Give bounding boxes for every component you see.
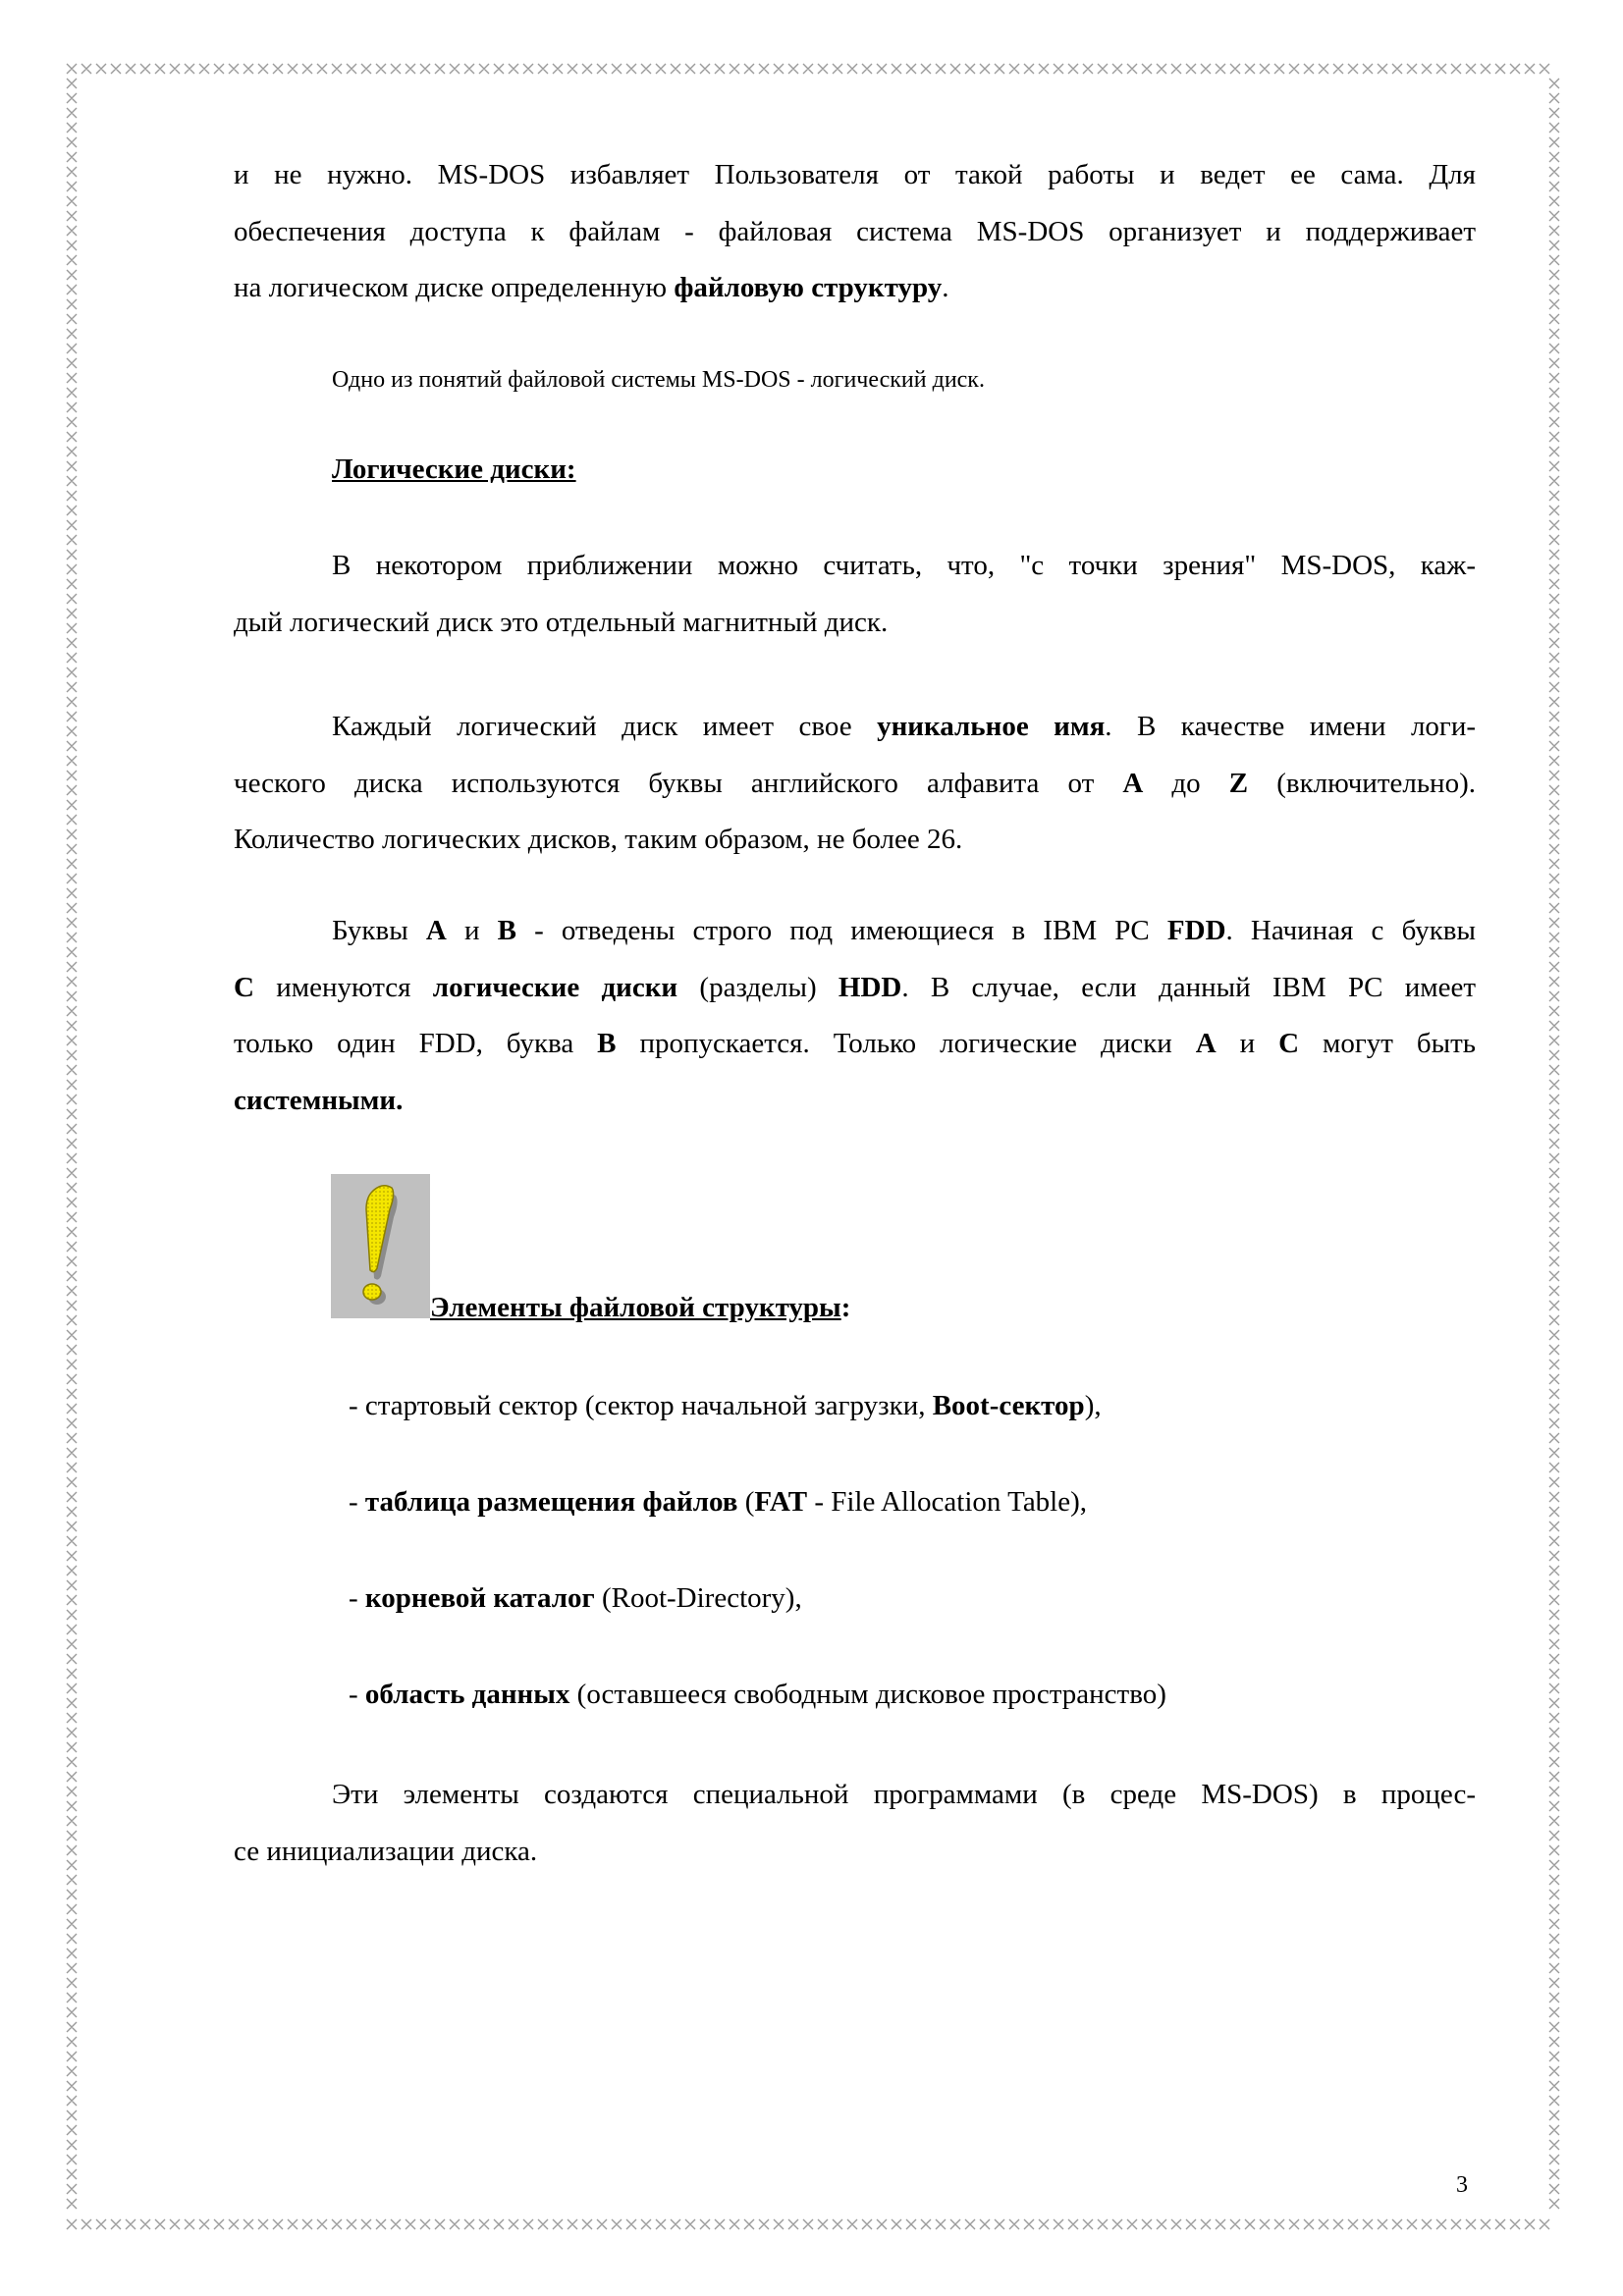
text-line: и не нужно. MS-DOS избавляет Пользователя от такой работы и ведет ее сама. Для [234, 159, 1476, 190]
text-line: дый логический диск это отдельный магнитный диск. [234, 606, 889, 638]
list-item: - корневой каталог (Root-Directory), [349, 1582, 802, 1614]
list-item: - область данных (оставшееся свободным дисковое пространство) [349, 1679, 1166, 1710]
text-line: ческого диска используются буквы английского алфавита от A до Z (включительно). [234, 767, 1476, 799]
text-line: Эти элементы создаются специальной программами (в среде MS-DOS) в процес- [332, 1779, 1476, 1810]
paragraph-drive-letters [234, 903, 1476, 1129]
text-line: Каждый логический диск имеет свое уникальное имя. В качестве имени логи- [332, 711, 1476, 742]
text-line: C именуются логические диски (разделы) HDD. В случае, если данный IBM PC имеет [234, 971, 1476, 1003]
text-line: только один FDD, буква B пропускается. Только логические диски A и C могут быть [234, 1028, 1476, 1059]
paragraph-intro [234, 147, 1476, 317]
page-number: 3 [1456, 2172, 1468, 2198]
bold-term: файловую структуру [674, 272, 943, 303]
paragraph-unique-name [234, 699, 1476, 869]
text-line: В некотором приближении можно считать, что, "с точки зрения" MS-DOS, каж- [332, 550, 1476, 581]
text-line: системными. [234, 1084, 404, 1116]
text-line: на логическом диске определенную файловую структуру. [234, 272, 949, 303]
paragraph-logical-disk [234, 538, 1476, 651]
paragraph-initialization [234, 1767, 1476, 1880]
section-heading-file-structure: Элементы файловой структуры: [430, 1292, 851, 1323]
note-text: Одно из понятий файловой системы MS-DOS - логический диск. [332, 367, 985, 393]
text-line: Буквы A и B - отведены строго под имеющиеся в IBM PC FDD. Начиная с буквы [332, 915, 1476, 946]
text-line: се инициализации диска. [234, 1835, 538, 1867]
text-line: обеспечения доступа к файлам - файловая система MS-DOS организует и поддерживает [234, 215, 1476, 247]
list-item: - таблица размещения файлов (FAT - File Allocation Table), [349, 1486, 1088, 1518]
list-item: - стартовый сектор (сектор начальной загрузки, Boot-сектор), [349, 1390, 1102, 1421]
section-heading-logical-disks: Логические диски: [332, 454, 576, 485]
text-line: Количество логических дисков, таким образом, не более 26. [234, 824, 963, 855]
exclamation-icon [331, 1174, 430, 1318]
